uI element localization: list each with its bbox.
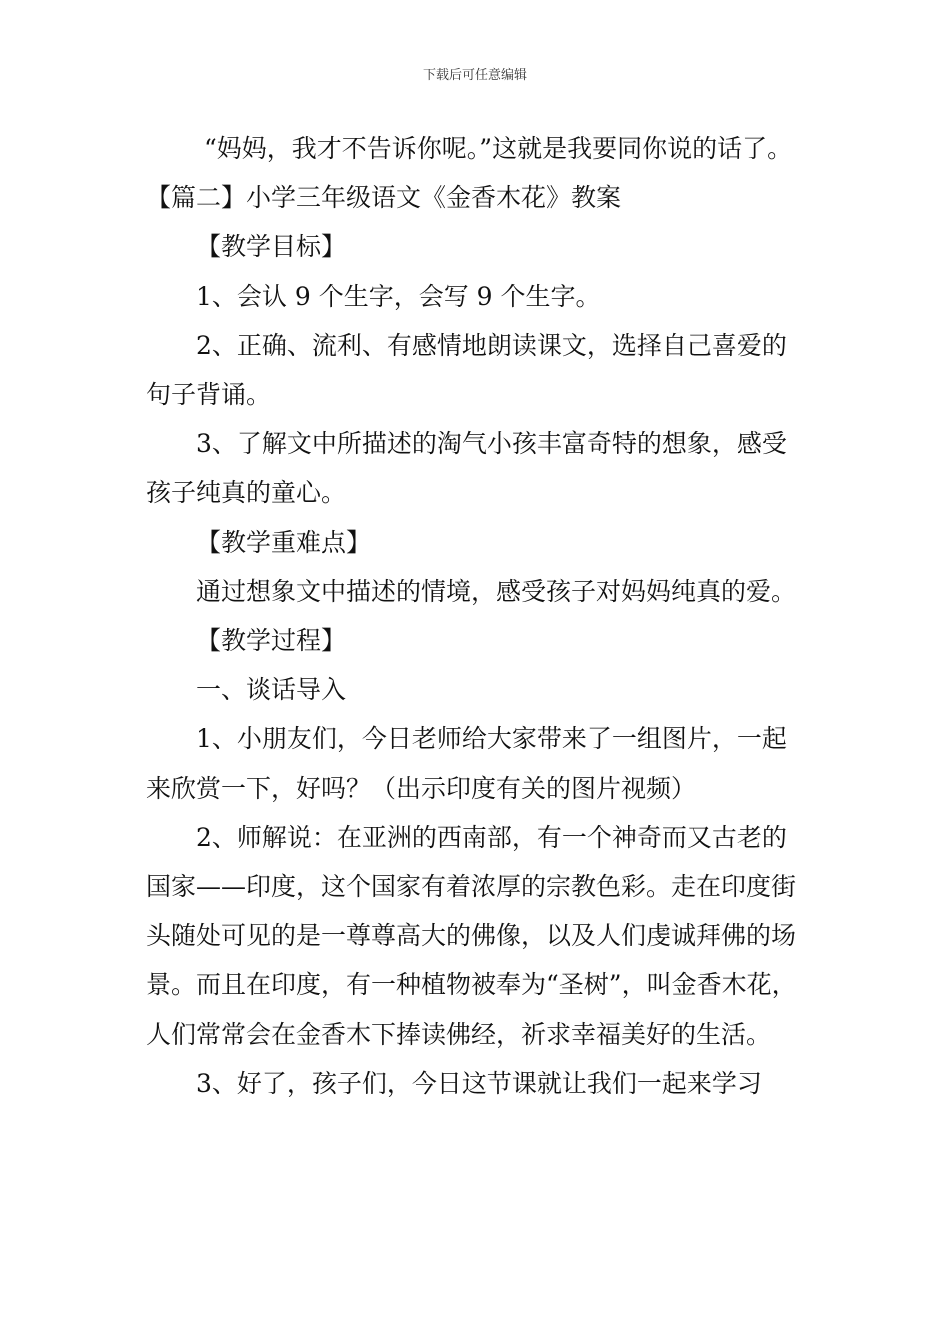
document-body (146, 124, 806, 1108)
process-step-heading: 一、谈话导入 (196, 675, 347, 705)
heading-teaching-goals: 【教学目标】 (196, 232, 347, 262)
heading-key-points: 【教学重难点】 (196, 527, 372, 557)
goal-item-1: 1、会认 9 个生字，会写 9 个生字。 (196, 281, 601, 311)
heading-teaching-process: 【教学过程】 (196, 626, 347, 656)
paragraph-quote: “妈妈，我才不告诉你呢。”这就是我要同你说的话了。 (204, 134, 793, 163)
page-header-note: 下载后可任意编辑 (422, 68, 527, 83)
process-item-1: 1、小朋友们，今日老师给大家带来了一组图片，一起来欣赏一下，好吗？（出示印度有关的图片视频） (146, 724, 787, 803)
goal-item-2: 2、正确、流利、有感情地朗读课文，选择自己喜爱的句子背诵。 (146, 330, 787, 410)
process-item-2: 2、师解说：在亚洲的西南部，有一个神奇而又古老的国家——印度，这个国家有着浓厚的宗教色彩。走在印度街头随处可见的是一尊尊高大的佛像，以及人们虔诚拜佛的场景。而且在印度，有一种植物被奉为“圣树”，叫金香木花，人们常常会在金香木下捧读佛经，祈求幸福美好的生活。 (146, 822, 797, 1049)
key-points-text: 通过想象文中描述的情境，感受孩子对妈妈纯真的爱。 (196, 576, 797, 606)
section-title: 【篇二】小学三年级语文《金香木花》教案 (146, 183, 622, 213)
goal-item-3: 3、了解文中所描述的淘气小孩丰富奇特的想象，感受孩子纯真的童心。 (146, 429, 787, 508)
process-item-3: 3、好了，孩子们，今日这节课就让我们一起来学习 (196, 1068, 762, 1098)
